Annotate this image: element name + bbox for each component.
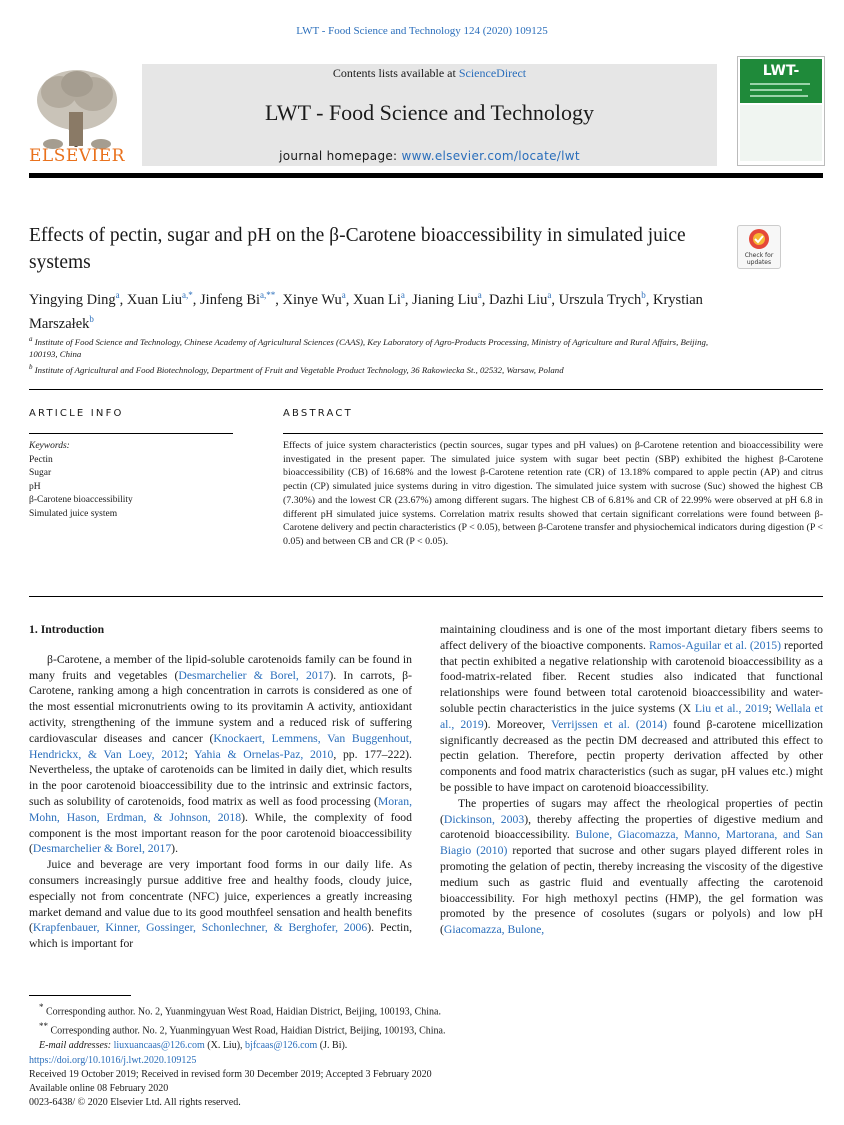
citation-link[interactable]: Giacomazza, Bulone, — [443, 923, 545, 937]
doi-link[interactable]: https://doi.org/10.1016/j.lwt.2020.109125 — [29, 1055, 197, 1066]
citation-link[interactable]: Krapfenbauer, Kinner, Gossinger, Schonlechner, & Berghofer, 2006 — [32, 921, 368, 935]
citation-link[interactable]: Yahia & Ornelas-Paz, 2010 — [194, 747, 334, 761]
journal-title: LWT - Food Science and Technology — [265, 100, 594, 125]
footnote-rule — [29, 995, 131, 996]
author-affiliation-mark[interactable]: a,** — [260, 290, 276, 300]
homepage-prefix: journal homepage: — [279, 149, 402, 163]
received-dates: Received 19 October 2019; Received in revised form 30 December 2019; Accepted 3 February 2020 — [29, 1069, 432, 1080]
article-info-heading: ARTICLE INFO — [29, 408, 124, 419]
body-text: ; — [768, 701, 776, 715]
homepage-link[interactable]: www.elsevier.com/locate/lwt — [401, 149, 580, 163]
copyright: 0023-6438/ © 2020 Elsevier Ltd. All rights reserved. — [29, 1097, 241, 1108]
body-paragraph — [440, 622, 823, 796]
author-affiliation-mark[interactable]: a — [341, 290, 346, 300]
email-label: E-mail addresses: — [39, 1039, 114, 1051]
keywords-block — [29, 440, 229, 521]
footnotes — [29, 1000, 823, 1053]
journal-reference[interactable]: LWT - Food Science and Technology 124 (2020) 109125 — [296, 25, 548, 37]
contents-line — [142, 66, 717, 81]
citation-link[interactable]: Bulone, Giacomazza, Manno, Martorana, and San Biagio (2010) — [440, 828, 823, 858]
body-column-left — [29, 622, 412, 952]
body-text: β-Carotene, a member of the lipid-soluble carotenoids family can be found in many fruits and vegetables ( — [29, 652, 412, 682]
body-column-right — [440, 622, 823, 938]
author-affiliation-mark[interactable]: b — [641, 290, 646, 300]
author-affiliation-mark[interactable]: a — [400, 290, 405, 300]
body-paragraph — [29, 652, 412, 857]
sciencedirect-link[interactable]: ScienceDirect — [458, 66, 527, 80]
keyword: Simulated juice system — [29, 508, 118, 519]
body-text: ). While, the complexity of food component is the most important reason for the poor carotenoid bioaccessibility ( — [29, 810, 412, 856]
citation-link[interactable]: Moran, Mohn, Hason, Erdman, & Johnson, 2018 — [29, 794, 412, 824]
author-name: Urszula Trych — [558, 291, 642, 308]
author-affiliation-mark[interactable]: a,* — [182, 290, 193, 300]
keyword: Pectin — [29, 454, 53, 465]
cover-banner — [740, 59, 822, 103]
online-date: Available online 08 February 2020 — [29, 1083, 169, 1094]
citation-link[interactable]: Verrijssen et al. (2014) — [551, 717, 668, 731]
keywords-list — [29, 454, 229, 522]
author-name: Xuan Li — [352, 291, 401, 308]
citation-link[interactable]: Liu et al., 2019 — [694, 701, 769, 715]
author-name: Dazhi Liu — [489, 291, 548, 308]
footnote-text: Corresponding author. No. 2, Yuanmingyuan West Road, Haidian District, Beijing, 100193, China. — [48, 1025, 446, 1037]
check-for-updates-button[interactable] — [737, 225, 781, 269]
author-name: Krystian Marszałek — [29, 291, 703, 332]
footnote-mark: ** — [39, 1021, 48, 1032]
author-list: Yingying Ding$^a$, Xuan Liu$^{a,*}$, Jinfeng $Bi^{a,**}$, Xinye Wu$^a$, Xuan Li$^a$, Jianing Liu$^a$, Dazhi Liu$^a$, Urszula Trych$^b$, Krystian Marszałek$^b$ — [29, 290, 703, 332]
divider — [29, 433, 233, 434]
keywords-label: Keywords: — [29, 441, 70, 451]
check-updates-label: Check for updates — [744, 252, 774, 266]
cover-line — [750, 95, 808, 97]
keyword: β-Carotene bioaccessibility — [29, 495, 133, 505]
email-owner: (J. Bi). — [317, 1039, 348, 1051]
body-paragraph — [29, 857, 412, 952]
citation-link[interactable]: Desmarchelier & Borel, 2017 — [178, 668, 330, 682]
check-updates-icon — [738, 226, 780, 252]
body-text: found β-carotene micellization significantly decreased as the pectin DM decreased and attributed this effect to pectin gelation. Therefore, pectin property derivation affected by other components and food matrix characteristics (such as sugar, pH values etc.) might be possible to have impact on carotenoid bioaccessibility. — [440, 717, 824, 794]
body-text: reported that sucrose and other sugars played different roles in promoting the gelation of pectin, thereby increasing the viscosity of the digestive medium such as gastric fluid and eventually affecting the carotenoid bioaccessibility. For high methoxyl pectins (HMP), the gel formation was promoted by the presence of cosolutes (sugars or polyols) and low pH ( — [440, 844, 823, 937]
abstract-heading: ABSTRACT — [283, 408, 353, 419]
body-text: reported that pectin exhibited a negative relationship with carotenoid bioaccessibility as a food-matrix-related fiber. Recent studies also indicated that functional relationships were found between total carotenoid bioaccessibility and water-soluble pectin characteristics in the juice systems (X — [440, 638, 823, 715]
author-affiliation-mark[interactable]: a — [547, 290, 552, 300]
homepage-line — [142, 149, 717, 163]
cover-line — [750, 83, 810, 85]
contents-prefix: Contents lists available at — [332, 66, 459, 80]
body-text: ), thereby affecting the properties of digestive medium and carotenoid bioaccessibility. — [440, 812, 823, 842]
author-name: Jinfeng Bi — [200, 291, 261, 308]
section-heading: 1. Introduction — [29, 623, 105, 636]
citation-link[interactable]: Wellala et al., 2019 — [440, 701, 823, 731]
footnote — [29, 1019, 823, 1038]
body-text: maintaining cloudiness and is one of the most important dietary fibers seems to affect delivery of the bioactive components. — [440, 623, 823, 652]
affiliations — [29, 333, 729, 376]
body-text: ). Pectin, which is important for — [29, 921, 412, 951]
author-name: Xinye Wu — [282, 291, 342, 308]
journal-header — [29, 56, 823, 168]
footnote — [29, 1000, 823, 1019]
citation-link[interactable]: Dickinson, 2003 — [443, 812, 525, 826]
body-text: ). In carrots, β-Carotene, ranking among a high concentration in carrots is considered as one of the most essential micronutrients owing to its provitamin A activity, antioxidant activity, strengthening of the immune system and a reduced risk of suffering cardiovascular diseases and cancer ( — [29, 668, 412, 745]
body-text: ). — [171, 842, 178, 856]
affiliation — [29, 361, 729, 376]
author-affiliation-mark[interactable]: a — [115, 290, 120, 300]
article-title: Effects of pectin, sugar and pH on the β-Carotene bioaccessibility in simulated juice systems — [29, 225, 686, 273]
body-text: ; — [184, 747, 195, 761]
elsevier-wordmark: ELSEVIER — [29, 146, 125, 166]
keyword: pH — [29, 481, 41, 492]
body-text: , pp. 177–222). Nevertheless, the uptake of carotenoids can be limited in daily diet, which results in the poor carotenoid bioaccessibility due to the intrinsic and extrinsic factors, such as solubility of carotenoids, food matrix as well as food processing ( — [29, 747, 412, 808]
body-text: ). Moreover, — [483, 717, 552, 731]
keyword: Sugar — [29, 468, 52, 478]
body-paragraph — [440, 796, 823, 938]
citation-link[interactable]: Ramos-Aguilar et al. (2015) — [649, 638, 782, 652]
author-affiliation-mark[interactable]: b — [89, 313, 94, 324]
affiliation-mark: b — [29, 362, 33, 371]
cover-body — [740, 105, 822, 161]
email-link[interactable]: bjfcaas@126.com — [245, 1039, 318, 1051]
cover-line — [750, 89, 802, 91]
footnote-mark: * — [39, 1002, 44, 1012]
abstract-text: Effects of juice system characteristics (pectin sources, sugar types and pH values) on β-Carotene retention and bioaccessibility were investigated in the present paper. The simulated juice system with sugar beet pectin (SBP) exhibited the highest β-Carotene bioaccessibility (CB) of 16.68% and the lowest β-Carotene retention rate (CR) of 13.18% compared to apple pectin (AP) and citrus pectin (CP) simulated juice systems during in vitro digestion. The simulated juice system with sucrose (Suc) showed the highest CB (7.30%) and the lowest CR (23.67%) among different sugars. The highest CB of 6.81% and CR of 22.99% were observed at pH 6.8 in different pH simulated juice systems. Correlation matrix results showed that certain significant correlations were found between β-Carotene delivery and pectin characteristics (P < 0.05), between β-Carotene transfer and physiochemical indicators during digestion (P < 0.05) and between CB and CR (P < 0.05). — [283, 440, 823, 547]
body-text: Juice and beverage are very important food forms in our daily life. As consumers increasingly pursue additive free and healthy foods, cloudy juice, especially not from concentrate (NFC) juice, experiences a greatly increasing market demand and value due to its good mouthfeel sensation and health benefits ( — [29, 858, 412, 935]
affiliation-text: Institute of Agricultural and Food Biotechnology, Department of Fruit and Vegetable Product Technology, 36 Rakowiecka St., 02532, Warsaw, Poland — [32, 364, 564, 375]
header-rule — [29, 173, 823, 178]
author-name: Jianing Liu — [412, 291, 478, 308]
affiliation — [29, 333, 729, 361]
citation-link[interactable]: Knockaert, Lemmens, Van Buggenhout, Hendrickx, & Van Loey, 2012 — [29, 731, 412, 761]
affiliation-text: Institute of Food Science and Technology, Chinese Academy of Agricultural Sciences (CAAS), Key Laboratory of Agro-Products Processing, Ministry of Agriculture and Rural Affairs, Beijing, 100193, China — [29, 336, 709, 360]
journal-banner — [142, 64, 717, 166]
journal-cover-thumbnail[interactable] — [737, 56, 825, 166]
footnote-text: Corresponding author. No. 2, Yuanmingyuan West Road, Haidian District, Beijing, 100193, China. — [43, 1006, 441, 1018]
publication-info — [29, 1054, 823, 1110]
citation-link[interactable]: Desmarchelier & Borel, 2017 — [32, 842, 172, 856]
email-owner: (X. Liu), — [204, 1039, 246, 1051]
body-text: The properties of sugars may affect the rheological properties of pectin ( — [440, 796, 823, 826]
author-affiliation-mark[interactable]: a — [477, 290, 482, 300]
divider — [29, 389, 823, 390]
cover-title: LWT- — [762, 63, 800, 79]
email-link[interactable]: liuxuancaas@126.com — [113, 1039, 205, 1051]
author-name: Yingying Ding — [29, 291, 116, 308]
author-name: Xuan Liu — [126, 291, 183, 308]
divider — [283, 433, 823, 434]
divider — [29, 596, 823, 597]
email-line — [29, 1039, 823, 1053]
affiliation-mark: a — [29, 335, 33, 343]
